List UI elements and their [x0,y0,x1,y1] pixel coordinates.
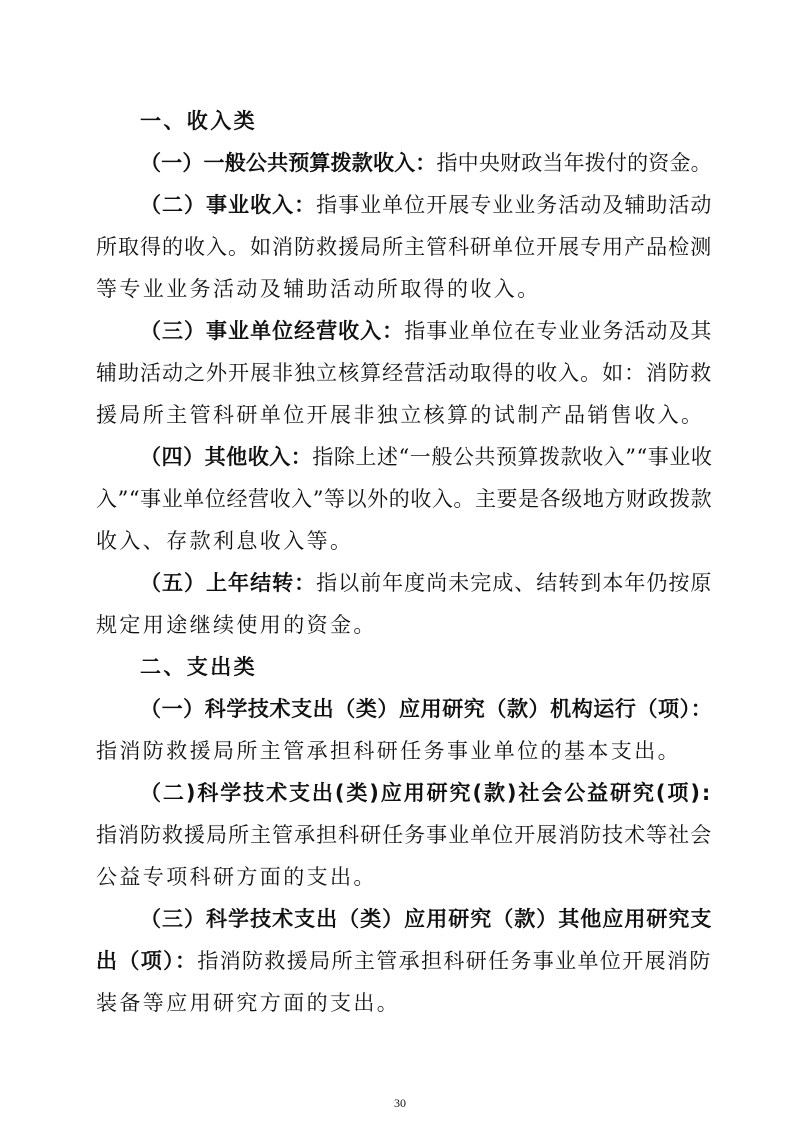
income-item-2-line: 等专业业务活动及辅助活动所取得的收入。 [96,277,541,301]
item-label: （一）一般公共预算拨款收入： [140,151,437,175]
item-label: （三）事业单位经营收入： [140,319,405,343]
expense-item-2-label: （二)科学技术支出(类)应用研究(款)社会公益研究(项): [140,781,713,805]
item-label: （四）其他收入： [140,445,313,469]
item-text: 指事业单位在专业业务活动及其 [404,319,713,343]
section-heading-expense: 二、支出类 [140,655,257,679]
item-text: 指消防救援局所主管承担科研任务事业单位开展消防 [197,949,712,973]
income-item-3-line: 援局所主管科研单位开展非独立核算的试制产品销售收入。 [96,403,705,427]
item-label: （二）事业收入： [140,193,317,217]
page-number: 30 [394,1096,406,1110]
item-label: （五）上年结转： [140,571,317,595]
expense-item-3-label: （三）科学技术支出（类）应用研究（款）其他应用研究支 [140,907,713,931]
expense-item-3 [96,946,712,976]
income-item-4-line: 收入、存款利息收入等。 [96,529,354,553]
expense-item-1-label: （一）科学技术支出（类）应用研究（款）机构运行（项）： [140,697,713,721]
item-label: 出（项）： [96,949,198,973]
income-item-3-line: 辅助活动之外开展非独立核算经营活动取得的收入。如：消防救 [96,361,713,385]
expense-item-1-line: 指消防救援局所主管承担科研任务事业单位的基本支出。 [96,739,681,763]
item-text: 指中央财政当年拨付的资金。 [436,151,712,175]
income-item-3 [140,316,712,346]
income-item-2 [140,190,712,220]
income-item-1 [140,148,712,178]
item-text: 指除上述“一般公共预算拨款收入”“事业收 [312,445,713,469]
item-text: 指以前年度尚未完成、结转到本年仍按原 [316,571,713,595]
income-item-5 [140,568,712,598]
income-item-5-line: 规定用途继续使用的资金。 [96,613,377,637]
income-item-2-line: 所取得的收入。如消防救援局所主管科研单位开展专用产品检测 [96,235,713,259]
income-item-4-line: 入”“事业单位经营收入”等以外的收入。主要是各级地方财政拨款 [96,487,713,511]
section-heading-income: 一、收入类 [140,109,257,133]
item-text: 指事业单位开展专业业务活动及辅助活动 [316,193,713,217]
expense-item-3-line: 装备等应用研究方面的支出。 [96,991,401,1015]
income-item-4 [140,442,712,472]
expense-item-2-line: 公益专项科研方面的支出。 [96,865,377,889]
expense-item-2-line: 指消防救援局所主管承担科研任务事业单位开展消防技术等社会 [96,823,713,847]
